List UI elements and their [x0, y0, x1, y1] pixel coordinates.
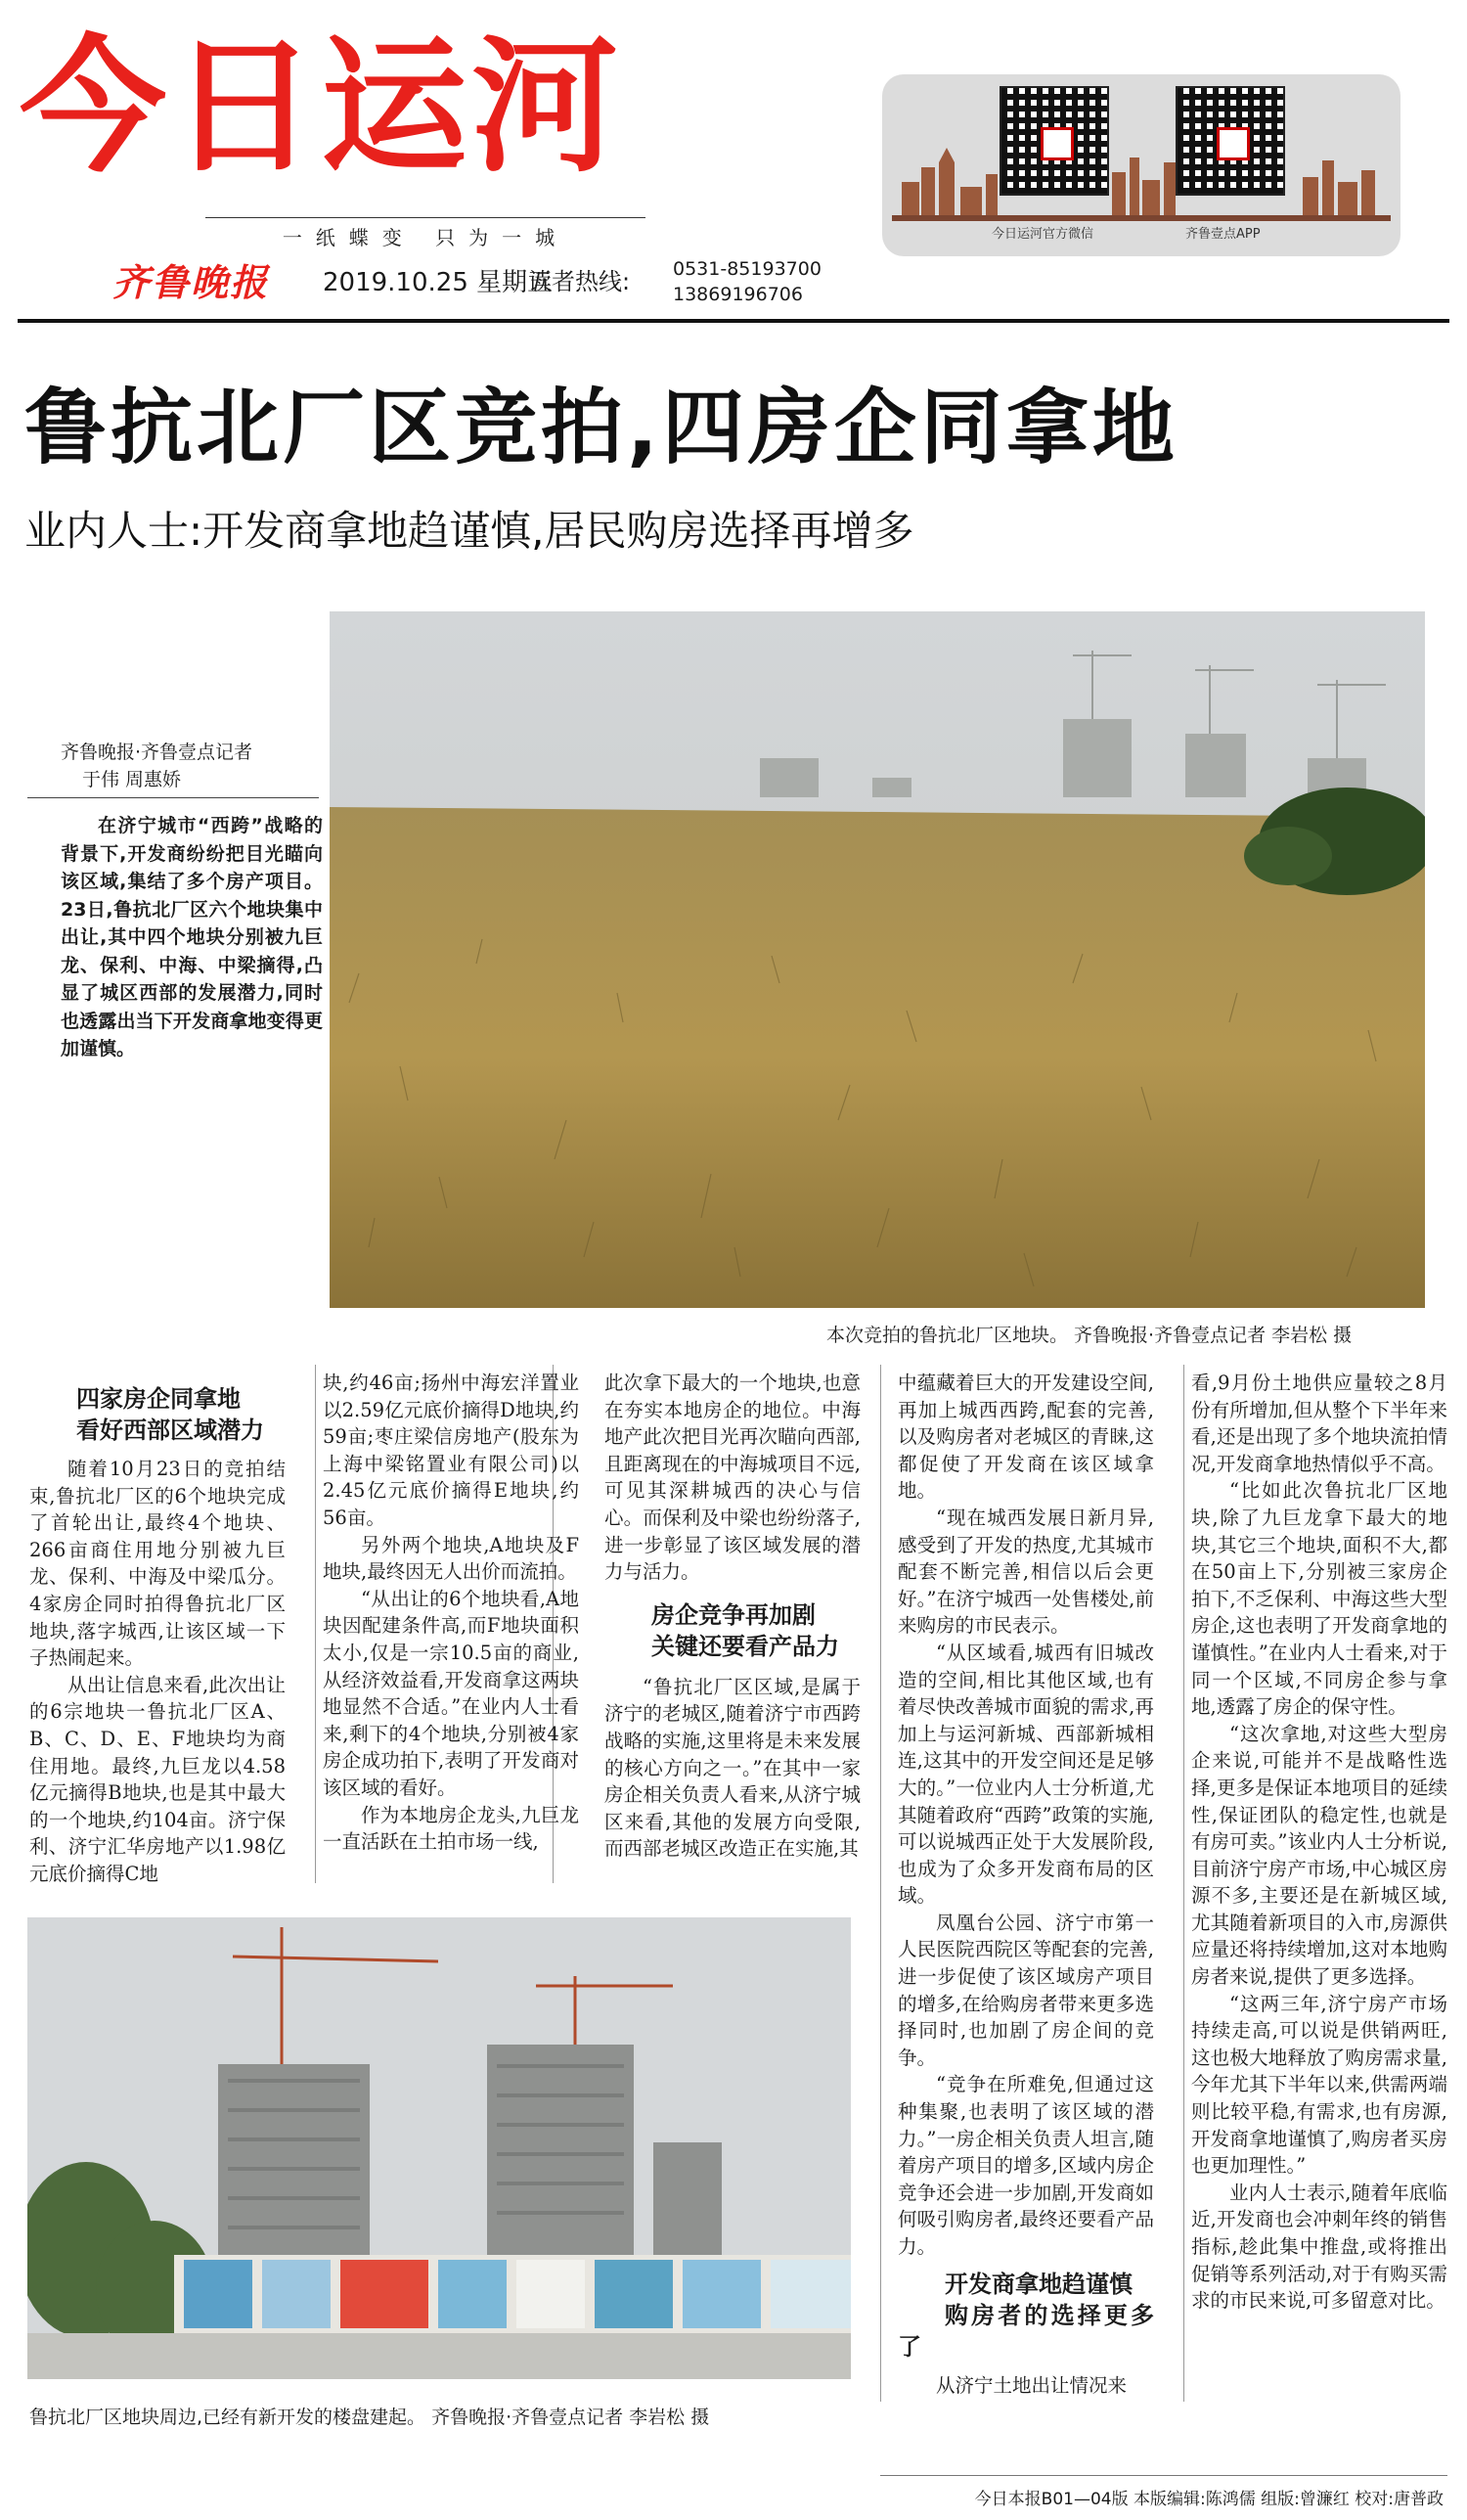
photo-new-buildings	[27, 1917, 851, 2379]
buildings-photo-graphic	[27, 1917, 851, 2379]
masthead-title: 今日运河	[20, 22, 623, 193]
column-rule	[315, 1365, 316, 1883]
qr-caption-wechat: 今日运河官方微信	[992, 227, 1094, 242]
qr-caption-app: 齐鲁壹点APP	[1185, 227, 1261, 242]
paragraph: “从出让的6个地块看,A地块因配建条件高,而F地块面积太小,仅是一宗10.5亩的商业,从经济效益看,开发商拿这两块地显然不合适。”在业内人士看来,剩下的4个地块,分别被4家房企成功拍下,表明了开发商对该区域的看好。	[323, 1587, 579, 1799]
app-qr-code[interactable]	[1176, 86, 1285, 196]
hotline-numbers	[673, 256, 822, 307]
article-column-4	[898, 1370, 1154, 2399]
hotline-label: 读者热线:	[528, 268, 631, 295]
subheadline: 业内人士:开发商拿地趋谨慎,居民购房选择再增多	[24, 507, 914, 555]
masthead-rule	[18, 319, 1449, 323]
paragraph: 从济宁土地出让情况来	[936, 2373, 1128, 2397]
article-column-2	[323, 1370, 579, 1856]
page-footer-credits: 今日本报B01—04版 本版编辑:陈鸿儒 组版:曾濂红 校对:唐普政	[974, 2490, 1444, 2509]
paragraph: “这两三年,济宁房产市场持续走高,可以说是供销两旺,这也极大地释放了购房需求量,今年尤其下半年以来,供需两端则比较平稳,有需求,也有房源,开发商拿地谨慎了,购房者买房也更加理性。”	[1191, 1992, 1447, 2178]
hotline-number-2: 13869196706	[673, 284, 803, 305]
byline-reporters: 于伟 周惠娇	[82, 769, 182, 790]
paragraph: 此次拿下最大的一个地块,也意在夯实本地房企的地位。中海地产此次把目光再次瞄向西部,且距离现在的中海城项目不远,可见其深耕城西的决心与信心。而保利及中梁也纷纷落子,进一步彰显了该区域发展的潜力与活力。	[604, 1372, 861, 1584]
photo-field-site	[330, 611, 1425, 1308]
byline	[61, 739, 325, 793]
paragraph: 随着10月23日的竞拍结束,鲁抗北厂区的6个地块完成了首轮出让,最终4个地块、266亩商住用地分别被九巨龙、保利、中海及中梁瓜分。4家房企同时拍得鲁抗北厂区地块,落字城西,让该区域一下子热闹起来。	[29, 1458, 286, 1670]
city-skyline-graphic	[892, 133, 1391, 221]
section-heading-2	[604, 1599, 861, 1662]
footer-rule	[880, 2475, 1447, 2476]
hotline-number-1: 0531-85193700	[673, 258, 822, 280]
headline: 鲁抗北厂区竞拍,四房企同拿地	[24, 380, 1178, 475]
byline-divider	[27, 797, 319, 798]
section-heading-line: 房企竞争再加剧	[651, 1600, 816, 1629]
paragraph: “比如此次鲁抗北厂区地块,除了九巨龙拿下最大的地块,其它三个地块,面积不大,都在50亩上下,分别被三家房企拍下,不乏保利、中海这些大型房企,这也表明了开发商拿地的谨慎性。”在业内人士看来,对于同一个区域,不同房企参与拿地,透露了房企的保守性。	[1191, 1479, 1447, 1719]
paragraph: “鲁抗北厂区区域,是属于济宁的老城区,随着济宁市西跨战略的实施,这里将是未来发展的核心方向之一。”在其中一家房企相关负责人看来,从济宁城区来看,其他的发展方向受限,而西部老城区改造正在实施,其	[604, 1675, 861, 1861]
column-rule	[1183, 1365, 1184, 2402]
paragraph: 中蕴藏着巨大的开发建设空间,再加上城西西跨,配套的完善,以及购房者对老城区的青睐,这都促使了开发商在该区域拿地。	[898, 1372, 1154, 1503]
issue-date: 2019.10.25 星期五	[323, 268, 554, 297]
paragraph: “这次拿地,对这些大型房企来说,可能并不是战略性选择,更多是保证本地项目的延续性,保证团队的稳定性,也就是有房可卖。”该业内人士分析说,目前济宁房产市场,中心城区房源不多,主要还是在新城区域,尤其随着新项目的入市,房源供应量还将持续增加,这对本地购房者来说,提供了更多选择。	[1191, 1722, 1447, 1989]
section-heading-line: 看好西部区域潜力	[76, 1417, 264, 1444]
article-column-1	[29, 1381, 286, 1888]
paragraph: “从区域看,城西有旧城改造的空间,相比其他区域,也有着尽快改善城市面貌的需求,再加上与运河新城、西部新城相连,这其中的开发空间还是足够大的。”一位业内人士分析道,尤其随着政府“西跨”政策的实施,可以说城西正处于大发展阶段,也成为了众多开发商布局的区域。	[898, 1641, 1154, 1908]
section-heading-line: 开发商拿地趋谨慎	[945, 2270, 1133, 2298]
section-heading-3	[898, 2269, 1154, 2362]
byline-outlet: 齐鲁晚报·齐鲁壹点记者	[61, 742, 253, 763]
section-heading-line: 购房者的选择更多了	[898, 2301, 1154, 2361]
paragraph: 看,9月份土地供应量较之8月份有所增加,但从整个下半年来看,还是出现了多个地块流拍情况,开发商拿地热情似乎不高。	[1191, 1372, 1447, 1475]
lead-paragraph: 在济宁城市“西跨”战略的背景下,开发商纷纷把目光瞄向该区域,集结了多个房产项目。23日,鲁抗北厂区六个地块集中出让,其中四个地块分别被九巨龙、保利、中海、中梁摘得,凸显了城区西部的发展潜力,同时也透露出当下开发商拿地变得更加谨慎。	[61, 815, 323, 1059]
field-photo-graphic	[330, 611, 1425, 1308]
paragraph: 另外两个地块,A地块及F地块,最终因无人出价而流拍。	[323, 1533, 579, 1584]
article-column-3	[604, 1370, 861, 1863]
paragraph: “现在城西发展日新月异,感受到了开发的热度,尤其城市配套不断完善,相信以后会更好。”在济宁城西一处售楼处,前来购房的市民表示。	[898, 1506, 1154, 1638]
paragraph: 凤凰台公园、济宁市第一人民医院西院区等配套的完善,进一步促使了该区域房产项目的增多,在给购房者带来更多选择同时,也加剧了房企间的竞争。	[898, 1911, 1154, 2069]
masthead-slogan: 一纸蝶变 只为一城	[205, 217, 645, 250]
photo2-caption: 鲁抗北厂区地块周边,已经有新开发的楼盘建起。 齐鲁晚报·齐鲁壹点记者 李岩松 摄	[29, 2407, 710, 2428]
paragraph: 作为本地房企龙头,九巨龙一直活跃在土拍市场一线,	[323, 1803, 579, 1854]
paragraph: 块,约46亩;扬州中海宏洋置业以2.59亿元底价摘得D地块,约59亩;枣庄梁信房地产(股东为上海中梁铭置业有限公司)以2.45亿元底价摘得E地块,约56亩。	[323, 1372, 579, 1529]
qr-panel	[882, 74, 1400, 256]
article-column-5	[1191, 1370, 1447, 2315]
section-heading-line: 四家房企同拿地	[76, 1385, 241, 1413]
paragraph: 从出让信息来看,此次出让的6宗地块一鲁抗北厂区A、B、C、D、E、F地块均为商住用地。最终,九巨龙以4.58亿元摘得B地块,也是其中最大的一个地块,约104亩。济宁保利、济宁汇华房地产以1.98亿元底价摘得C地	[29, 1673, 286, 1885]
wechat-qr-code[interactable]	[1000, 86, 1109, 196]
paragraph: “竞争在所难免,但通过这种集聚,也表明了该区域的潜力。”一房企相关负责人坦言,随着房产项目的增多,区域内房企竞争还会进一步加剧,开发商如何吸引购房者,最终还要看产品力。	[898, 2073, 1154, 2258]
photo1-caption: 本次竞拍的鲁抗北厂区地块。 齐鲁晚报·齐鲁壹点记者 李岩松 摄	[826, 1325, 1353, 1346]
paper-name: 齐鲁晚报	[112, 260, 270, 304]
section-heading-1	[29, 1381, 286, 1446]
section-heading-line: 关键还要看产品力	[651, 1632, 839, 1660]
paragraph: 业内人士表示,随着年底临近,开发商也会冲刺年终的销售指标,趁此集中推盘,或将推出促销等系列活动,对于有购买需求的市民来说,可多留意对比。	[1191, 2181, 1447, 2313]
column-rule	[880, 1365, 881, 2402]
